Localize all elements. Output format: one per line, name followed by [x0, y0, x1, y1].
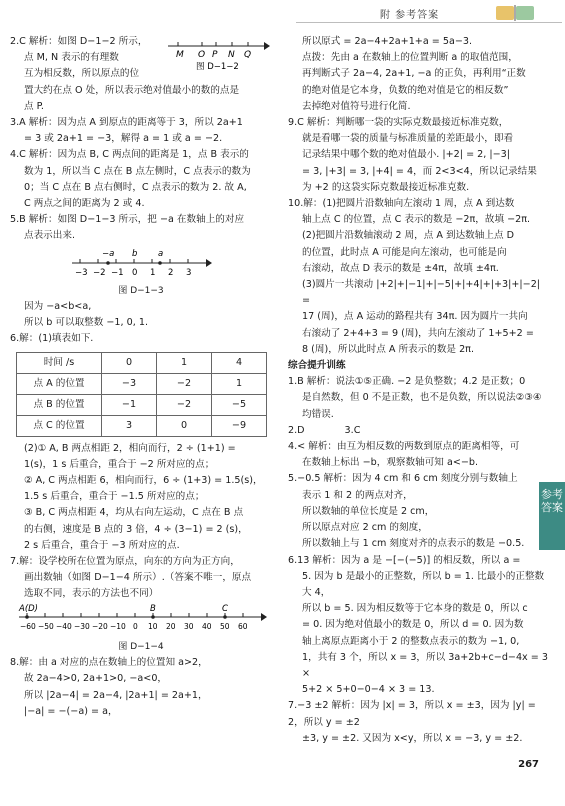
q2-line: 2.C 解析：如图 D−1−2 所示，: [10, 36, 148, 47]
fig3-top-label: b: [132, 248, 138, 259]
number-line-d-1-2: [166, 36, 270, 74]
fig4-tick: −40: [56, 621, 72, 631]
table-row: [17, 352, 267, 373]
q2-line: 互为相反数，所以原点的位: [24, 68, 140, 80]
q6b-line: (2)① A, B 两点相距 2，相向而行，2 ÷ (1+1) =: [24, 442, 236, 454]
cont-line: 再判断式子 2a−4, 2a+1, −a 的正负，再利用“正数: [302, 68, 526, 80]
number-line-d-1-3: [66, 245, 216, 283]
fig3-tick: −1: [111, 267, 124, 278]
table-cell: −2: [157, 373, 212, 394]
q10-line: 8 (周)，所以此时点 A 所表示的数是 2π.: [302, 343, 474, 355]
table-cell: 点 B 的位置: [17, 394, 102, 415]
table-cell: 4: [212, 352, 267, 373]
fig4-tick: 60: [238, 621, 248, 631]
fig3-tick: 2: [168, 267, 174, 278]
q6-line: 1，共有 3 个，所以 x = 3，所以 3a+2b+c−d−4x = 3 ×: [302, 651, 548, 679]
q4-line: 4.< 解析：由互为相反数的两数到原点的距离相等，可: [288, 441, 520, 453]
fig3-tick: 3: [186, 267, 192, 278]
fig2-label: Q: [244, 50, 252, 60]
q5-line: 5.−0.5 解析：因为 4 cm 和 6 cm 刻度分别与数轴上: [288, 473, 518, 485]
fig3-tick: 0: [132, 267, 138, 278]
header-text: 附 参考答案: [380, 10, 440, 21]
left-column: [10, 34, 272, 720]
q7-line: 选取不同，表示的方法也不同）: [24, 588, 159, 600]
q10-line: 的位置，此时点 A 可能是向左滚动，也可能是向: [302, 246, 507, 258]
q10-line: (2)把圆片沿数轴滚动 2 周，点 A 到达数轴上点 D: [302, 230, 514, 242]
table-cell: 时间 /s: [17, 352, 102, 373]
q4-line: 0；当 C 点在 B 点右侧时，C 点表示的数为 2. 故 A,: [24, 181, 247, 193]
table-cell: −1: [102, 394, 157, 415]
q6b-line: 1.5 s 后重合，重合于 −1.5 所对应的点；: [24, 491, 205, 503]
fig4-tick: −50: [38, 621, 54, 631]
fig4-tick: 0: [133, 621, 138, 631]
q8-line: 8.解：由 a 对应的点在数轴上的位置知 a>2，: [10, 657, 208, 669]
fig4-tick: 40: [202, 621, 212, 631]
fig2-caption: 图 D−1−2: [196, 62, 239, 72]
position-table: [16, 352, 267, 437]
table-row: [17, 373, 267, 394]
q9-line: 记录结果中哪个数的绝对值最小. |+2| = 2, |−3|: [302, 149, 510, 161]
q5b-line: 因为 −a<b<a,: [24, 301, 92, 313]
fig2-label: N: [228, 50, 235, 60]
fig4-top-label: B: [150, 603, 156, 614]
q7-line: 7.解：设学校所在位置为原点，向东的方向为正方向，: [10, 556, 240, 568]
table-cell: 0: [157, 415, 212, 436]
q6b-line: 1(s)，1 s 后重合，重合于 −2 所对应的点；: [24, 458, 215, 470]
q9-line: = 3, |+3| = 3, |+4| = 4，而 2<3<4，所以记录结果: [302, 165, 537, 177]
fig3-tick: −2: [93, 267, 106, 278]
table-cell: −5: [212, 394, 267, 415]
fig4-tick: −10: [110, 621, 126, 631]
figure-d-1-4: [10, 603, 272, 655]
q6b-line: 的右侧，速度是 B 点的 3 倍，4 ÷ (3−1) = 2 (s)，: [24, 523, 248, 535]
figure-d-1-3: [10, 245, 272, 299]
fig4-tick: −20: [92, 621, 108, 631]
fig4-caption: 图 D−1−4: [118, 641, 164, 652]
fig4-tick: 50: [220, 621, 230, 631]
q10-line: 17 (周)，点 A 运动的路程共有 34π. 因为圆片一共向: [302, 311, 528, 323]
q5-line: 所以数轴上与 1 cm 刻度对齐的点表示的数是 −0.5.: [302, 538, 525, 550]
q4-line: 数为 1，所以当 C 点在 B 点左侧时，C 点表示的数为: [24, 165, 251, 177]
q2-line: 置大约在点 O 处，所以表示绝对值最小的数的点是: [24, 84, 240, 96]
q2-block: [10, 34, 272, 115]
fig3-top-label: −a: [102, 248, 115, 259]
q6-line: 5. 因为 b 是最小的正整数，所以 b = 1. 比最小的正整数大 4，: [302, 570, 545, 598]
q4-line: C 两点之间的距离为 2 或 4.: [24, 198, 145, 210]
cont-line: 去掉绝对值符号进行化简.: [302, 100, 411, 112]
table-cell: −9: [212, 415, 267, 436]
answers-side-tab: 参考答案: [539, 482, 565, 550]
table-cell: 1: [212, 373, 267, 394]
q2-line: 点 M, N 表示的有理数: [24, 52, 119, 64]
q4-line: 在数轴上标出 −b，观察数轴可知 a<−b.: [302, 457, 479, 469]
q9-line: 为 +2 的这袋实际克数最接近标准克数.: [302, 181, 470, 193]
q9-line: 就是看哪一袋的质量与标准质量的差距最小，即看: [302, 133, 514, 145]
table-cell: −2: [157, 394, 212, 415]
q8-line: 所以 |2a−4| = 2a−4, |2a+1| = 2a+1，: [24, 689, 208, 701]
fig3-top-label: a: [158, 248, 164, 259]
fig4-top-label: C: [222, 603, 228, 614]
q3-answer: 3.C: [344, 424, 361, 436]
q5-line: 所以数轴的单位长度是 2 cm，: [302, 505, 435, 517]
q6-line: = 0. 因为绝对值最小的数是 0，所以 d = 0. 因为数: [302, 619, 524, 631]
fig4-tick: 10: [148, 621, 158, 631]
q10-line: 10.解：(1)把圆片沿数轴向左滚动 1 周，点 A 到达数: [288, 198, 515, 210]
q6b-line: ③ B, C 两点相距 4，均从右向左运动，C 点在 B 点: [24, 507, 244, 519]
q10-line: 右滚动，故点 D 表示的数是 ±4π，故填 ±4π.: [302, 262, 499, 274]
q10-line: 轴上点 C 的位置，点 C 表示的数是 −2π，故填 −2π.: [302, 214, 531, 226]
table-cell: 1: [157, 352, 212, 373]
q1-line: 是自然数，但 0 不是正数，也不是负数，所以说法②③④均错误.: [302, 392, 542, 420]
fig4-top-label: A(D): [19, 603, 38, 614]
fig3-caption: 图 D−1−3: [118, 285, 164, 296]
fig2-label: O: [198, 50, 206, 60]
book-logo-icon: [490, 2, 540, 24]
right-column: [288, 34, 550, 747]
q4-line: 4.C 解析：因为点 B, C 两点间的距离是 1，点 B 表示的: [10, 149, 249, 161]
fig2-label: M: [176, 50, 184, 60]
q5b-line: 所以 b 可以取整数 −1, 0, 1.: [24, 317, 148, 329]
table-cell: 点 A 的位置: [17, 373, 102, 394]
q6b-line: ② A, C 两点相距 6，相向而行，6 ÷ (1+3) = 1.5(s)，: [24, 475, 263, 487]
q5-line: 点表示出来.: [24, 230, 76, 242]
q2-answer: 2.D: [288, 424, 305, 436]
q8-line: |−a| = −(−a) = a，: [24, 705, 118, 717]
q3-line: = 3 或 2a+1 = −3，解得 a = 1 或 a = −2.: [24, 133, 223, 145]
q2-line: 点 P.: [24, 100, 44, 112]
q6-line: 所以 b = 5. 因为相反数等于它本身的数是 0，所以 c: [302, 603, 528, 615]
fig2-label: P: [212, 50, 218, 60]
q10-line: 右滚动了 2+4+3 = 9 (周)，共向左滚动了 1+5+2 =: [302, 327, 534, 339]
table-cell: 3: [102, 415, 157, 436]
q8-line: 故 2a−4>0, 2a+1>0, −a<0，: [24, 673, 168, 685]
page-number: 267: [518, 759, 539, 770]
q6-line: 轴上离原点距离小于 2 的整数点表示的数为 −1, 0,: [302, 635, 520, 647]
table-cell: 点 C 的位置: [17, 415, 102, 436]
q5-line: 所以原点对应 2 cm 的刻度，: [302, 522, 428, 534]
table-cell: 0: [102, 352, 157, 373]
q6b-line: 2 s 后重合，重合于 −3 所对应的点.: [24, 539, 180, 551]
q6-line: 5+2 × 5+0−0−4 × 3 = 13.: [302, 684, 435, 696]
q1-line: 1.B 解析：说法①⑤正确. −2 是负整数；4.2 是正数；0: [288, 376, 526, 388]
fig4-tick: −60: [20, 621, 36, 631]
section-title: 综合提升训练: [288, 360, 346, 372]
fig4-tick: 20: [166, 621, 176, 631]
cont-line: 所以原式 = 2a−4+2a+1+a = 5a−3.: [302, 36, 473, 47]
q3-line: 3.A 解析：因为点 A 到原点的距离等于 3，所以 2a+1: [10, 117, 243, 129]
q6-head: 6.解：(1)填表如下.: [10, 333, 94, 345]
fig4-tick: −30: [74, 621, 90, 631]
cont-line: 的绝对值是它本身，负数的绝对值是它的相反数”: [302, 84, 509, 96]
table-row: [17, 415, 267, 436]
q2q3-line: [288, 423, 550, 439]
q7-line: 7.−3 ±2 解析：因为 |x| = 3，所以 x = ±3，因为 |y| = 2，所以 y = ±2: [288, 700, 536, 728]
q5-line: 5.B 解析：如图 D−1−3 所示，把 −a 在数轴上的对应: [10, 214, 245, 226]
table-row: [17, 394, 267, 415]
q9-line: 9.C 解析：判断哪一袋的实际克数最接近标准克数，: [288, 117, 509, 129]
cont-line: 点拨：先由 a 在数轴上的位置判断 a 的取值范围，: [302, 52, 518, 64]
fig4-tick: 30: [184, 621, 194, 631]
q6-line: 6.13 解析：因为 a 是 −[−(−5)] 的相反数，所以 a =: [288, 554, 521, 566]
fig3-tick: −3: [75, 267, 88, 278]
q5-line: 表示 1 和 2 的两点对齐，: [302, 489, 413, 501]
q7-line: 画出数轴（如图 D−1−4 所示）.（答案不唯一，原点: [24, 572, 252, 584]
fig3-tick: 1: [150, 267, 156, 278]
number-line-d-1-4: [13, 603, 269, 637]
q7-line: ±3, y = ±2. 又因为 x<y，所以 x = −3, y = ±2.: [302, 732, 523, 744]
q10-line: (3)圆片一共滚动 |+2|+|−1|+|−5|+|+4|+|+3|+|−2| =: [302, 279, 541, 307]
table-cell: −3: [102, 373, 157, 394]
